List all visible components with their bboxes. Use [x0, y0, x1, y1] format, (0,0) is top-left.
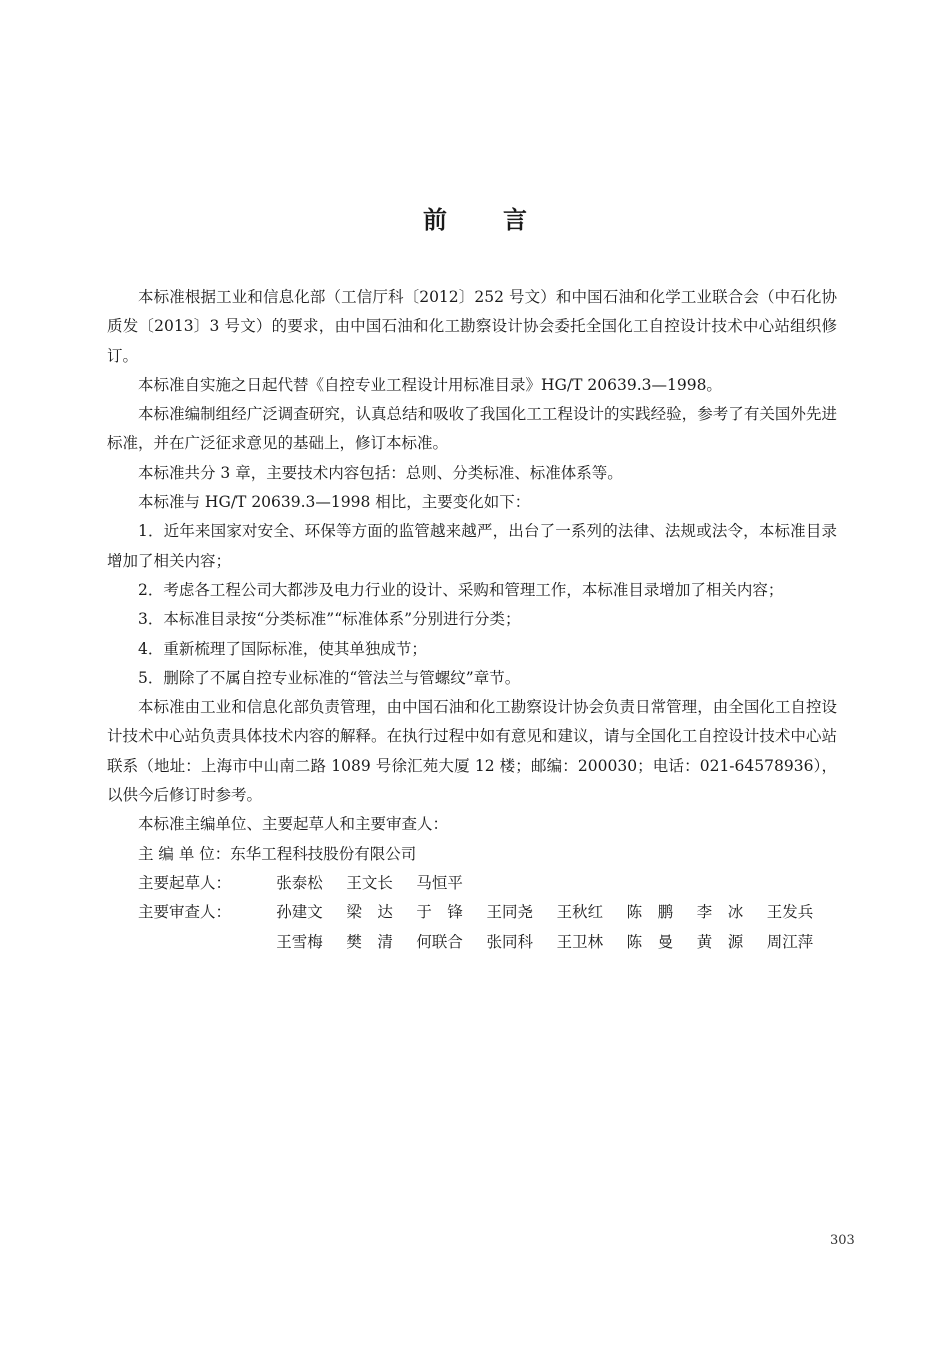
- preface-body: [107, 283, 837, 957]
- change-item: 1．近年来国家对安全、环保等方面的监管越来越严，出台了一系列的法律、法规或法令，本标准目录增加了相关内容；: [107, 522, 837, 570]
- reviewer-name: 张同科: [486, 932, 533, 951]
- reviewer-name: 黄 源: [696, 932, 744, 951]
- paragraph: 本标准与 HG/T 20639.3—1998 相比，主要变化如下：: [138, 493, 531, 512]
- credits-table: [107, 869, 837, 957]
- paragraph: 本标准共分 3 章，主要技术内容包括：总则、分类标准、标准体系等。: [138, 463, 623, 482]
- drafter-name: 马恒平: [416, 873, 463, 892]
- reviewer-name: 于 锋: [416, 903, 463, 922]
- change-item: 5．删除了不属自控专业标准的“管法兰与管螺纹”章节。: [138, 668, 521, 687]
- paragraph: 本标准主编单位、主要起草人和主要审查人：: [138, 815, 449, 834]
- change-item: 4．重新梳理了国际标准，使其单独成节；: [138, 639, 427, 658]
- reviewer-name: 陈 鹏: [626, 903, 674, 922]
- reviewer-name: 王同尧: [486, 903, 533, 922]
- reviewer-name: 王雪梅: [276, 932, 323, 951]
- reviewer-name: 孙建文: [276, 903, 323, 922]
- reviewers-row: [107, 898, 837, 927]
- change-item: 3．本标准目录按“分类标准”“标准体系”分别进行分类；: [138, 610, 521, 629]
- editor-unit-value: 东华工程科技股份有限公司: [230, 844, 417, 863]
- reviewer-name: 梁 达: [346, 903, 393, 922]
- editor-unit-line: [107, 840, 837, 869]
- reviewers-row: [107, 928, 837, 957]
- title-char-2: 言: [503, 206, 527, 234]
- paragraph: 本标准由工业和信息化部负责管理，由中国石油和化工勘察设计协会负责日常管理，由全国化工自控设计技术中心站负责具体技术内容的解释。在执行过程中如有意见和建议，请与全国化工自控设计技术中心站联系（地址：上海市中山南二路 1089 号徐汇苑大厦 12 楼；邮编：200030；电话：021-64578936），以供今后修订时参考。: [107, 698, 837, 805]
- editor-unit-label: 主 编 单 位：: [138, 844, 231, 863]
- reviewers-label: 主要审查人：: [138, 903, 232, 922]
- reviewer-name: 周江萍: [766, 932, 814, 951]
- drafters-row: [107, 869, 837, 898]
- reviewer-name: 李 冰: [696, 903, 744, 922]
- paragraph: 本标准根据工业和信息化部（工信厅科〔2012〕252 号文）和中国石油和化学工业联合会（中石化协质发〔2013〕3 号文）的要求，由中国石油和化工勘察设计协会委托全国化工自控设计技术中心站组织修订。: [107, 288, 837, 365]
- reviewer-name: 樊 清: [346, 932, 393, 951]
- drafter-name: 张泰松: [276, 873, 323, 892]
- reviewer-name: 王发兵: [766, 903, 814, 922]
- page-number: 303: [830, 1233, 855, 1248]
- title-char-1: 前: [423, 206, 447, 234]
- reviewer-name: 王卫林: [556, 932, 604, 951]
- paragraph: 本标准自实施之日起代替《自控专业工程设计用标准目录》HG/T 20639.3—1998。: [138, 375, 722, 394]
- drafters-label: 主要起草人：: [138, 873, 232, 892]
- change-item: 2．考虑各工程公司大都涉及电力行业的设计、采购和管理工作，本标准目录增加了相关内容；: [138, 580, 784, 599]
- page-title: [0, 200, 950, 235]
- reviewer-name: 何联合: [416, 932, 463, 951]
- reviewer-name: 王秋红: [556, 903, 604, 922]
- reviewer-name: 陈 曼: [626, 932, 674, 951]
- drafter-name: 王文长: [346, 873, 393, 892]
- paragraph: 本标准编制组经广泛调查研究，认真总结和吸收了我国化工工程设计的实践经验，参考了有关国外先进标准，并在广泛征求意见的基础上，修订本标准。: [107, 405, 837, 453]
